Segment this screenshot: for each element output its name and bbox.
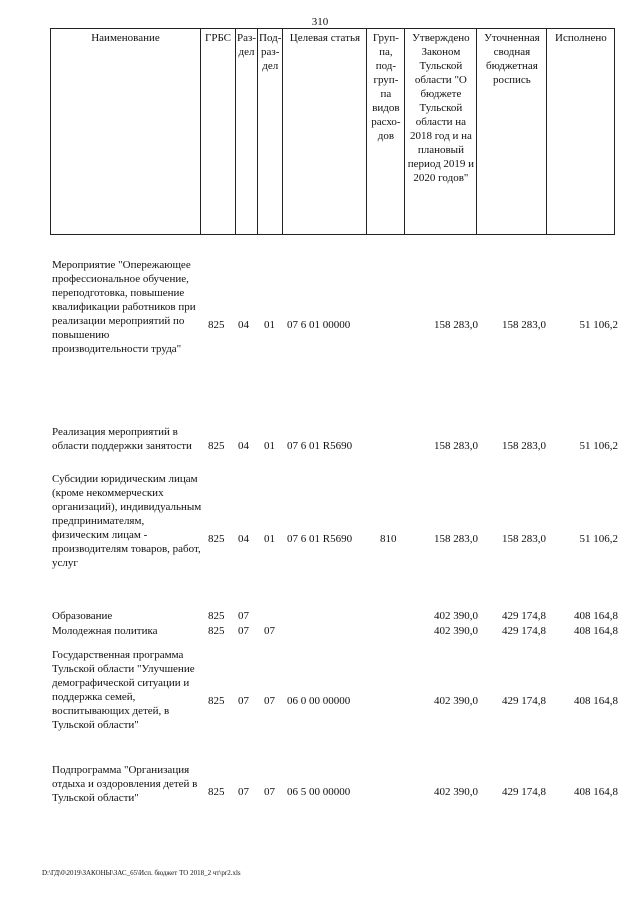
header-expense-type: Груп-па, под-груп-па видов расхо-дов xyxy=(367,29,405,235)
row-razdel: 04 xyxy=(238,440,249,452)
row-executed: 408 164,8 xyxy=(574,786,618,798)
row-name: Государственная программа Тульской области "Улучшение демографической ситуации и поддержка семей, воспитывающих детей, в Тульской области" xyxy=(52,649,195,731)
footer-file-path: D:\ГД\0\2019\ЗАКОНЫ\ЗАС_65\Исп. бюджет ТО 2018_2 чт\pr2.xls xyxy=(42,869,241,877)
row-razdel: 04 xyxy=(238,533,249,545)
row-podrazdel: 07 xyxy=(264,625,275,637)
row-approved: 402 390,0 xyxy=(434,786,478,798)
row-name: Субсидии юридическим лицам (кроме некоммерческих организаций), индивидуальным предпринимателям, физическим лицам - производителям товаров, работ, услуг xyxy=(52,473,202,569)
row-name: Подпрограмма "Организация отдыха и оздоровления детей в Тульской области" xyxy=(52,764,198,804)
row-podrazdel: 07 xyxy=(264,695,275,707)
row-podrazdel: 01 xyxy=(264,319,275,331)
row-target-article: 07 6 01 R5690 xyxy=(287,533,353,545)
row-podrazdel: 01 xyxy=(264,533,275,545)
row-razdel: 07 xyxy=(238,695,249,707)
row-target-article: 06 0 00 00000 xyxy=(287,695,351,707)
row-grbs: 825 xyxy=(208,319,225,331)
row-approved: 402 390,0 xyxy=(434,695,478,707)
row-target-article: 07 6 01 00000 xyxy=(287,319,351,331)
row-razdel: 07 xyxy=(238,610,249,622)
row-revised: 429 174,8 xyxy=(502,695,546,707)
row-revised: 429 174,8 xyxy=(502,786,546,798)
row-approved: 402 390,0 xyxy=(434,610,478,622)
row-executed: 408 164,8 xyxy=(574,610,618,622)
row-name: Образование xyxy=(52,610,113,622)
row-podrazdel: 01 xyxy=(264,440,275,452)
row-grbs: 825 xyxy=(208,786,225,798)
row-revised: 158 283,0 xyxy=(502,319,546,331)
page-number: 310 xyxy=(311,16,329,28)
row-approved: 158 283,0 xyxy=(434,440,478,452)
row-grbs: 825 xyxy=(208,625,225,637)
row-grbs: 825 xyxy=(208,695,225,707)
row-podrazdel: 07 xyxy=(264,786,275,798)
row-executed: 51 106,2 xyxy=(579,440,618,452)
row-name: Молодежная политика xyxy=(52,625,158,637)
header-name: Наименование xyxy=(51,29,201,235)
row-razdel: 07 xyxy=(238,625,249,637)
header-approved: Утверждено Законом Тульской области "О бюджете Тульской области на 2018 год и на плановый период 2019 и 2020 годов" xyxy=(405,29,477,235)
header-executed: Исполнено xyxy=(547,29,615,235)
row-razdel: 07 xyxy=(238,786,249,798)
row-grbs: 825 xyxy=(208,533,225,545)
header-podrazdel: Под-раз-дел xyxy=(258,29,283,235)
row-target-article: 06 5 00 00000 xyxy=(287,786,351,798)
header-razdel: Раз-дел xyxy=(236,29,258,235)
row-revised: 429 174,8 xyxy=(502,625,546,637)
row-revised: 429 174,8 xyxy=(502,610,546,622)
header-grbs: ГРБС xyxy=(201,29,236,235)
row-expense-type: 810 xyxy=(380,533,397,545)
row-target-article: 07 6 01 R5690 xyxy=(287,440,353,452)
header-revised: Уточненная сводная бюджетная роспись xyxy=(477,29,547,235)
row-grbs: 825 xyxy=(208,440,225,452)
row-approved: 402 390,0 xyxy=(434,625,478,637)
row-executed: 408 164,8 xyxy=(574,625,618,637)
row-revised: 158 283,0 xyxy=(502,533,546,545)
table-header xyxy=(50,28,615,235)
header-target-article: Целевая статья xyxy=(283,29,367,235)
row-name: Мероприятие "Опережающее профессиональное обучение, переподготовка, повышение квалификации работников при реализации мероприятий по повышению производительности труда" xyxy=(52,259,196,355)
row-name: Реализация мероприятий в области поддержки занятости xyxy=(52,426,192,452)
row-executed: 408 164,8 xyxy=(574,695,618,707)
row-approved: 158 283,0 xyxy=(434,533,478,545)
row-executed: 51 106,2 xyxy=(579,319,618,331)
row-approved: 158 283,0 xyxy=(434,319,478,331)
row-grbs: 825 xyxy=(208,610,225,622)
row-executed: 51 106,2 xyxy=(579,533,618,545)
row-razdel: 04 xyxy=(238,319,249,331)
row-revised: 158 283,0 xyxy=(502,440,546,452)
